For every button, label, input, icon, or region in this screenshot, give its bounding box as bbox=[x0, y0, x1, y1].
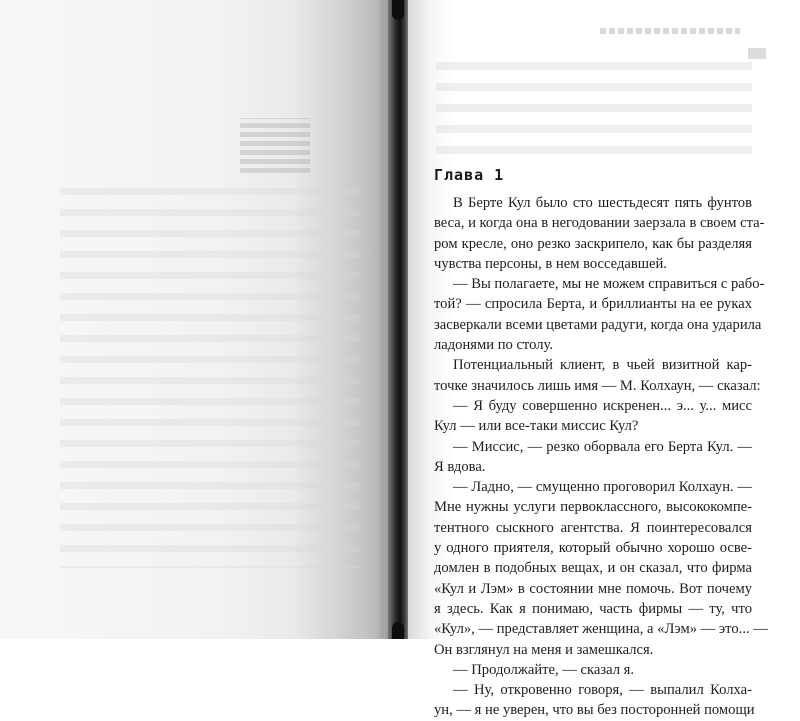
text-line: у одного приятеля, который обычно хорошо осве- bbox=[434, 540, 752, 557]
bleed-through-page-number bbox=[748, 48, 766, 59]
text-line: веса, и когда она в негодовании заерзала в своем ста- bbox=[434, 215, 765, 232]
text-line: Кул — или все-таки миссис Кул? bbox=[434, 418, 639, 435]
spine-bottom-shadow bbox=[392, 622, 404, 639]
text-line: точке значилось лишь имя — М. Колхаун, — сказал: bbox=[434, 377, 761, 394]
text-line: — Ну, откровенно говоря, — выпалил Колха- bbox=[453, 682, 752, 699]
text-line: Потенциальный клиент, в чьей визитной кар- bbox=[453, 357, 752, 374]
text-line: «Кул», — представляет женщина, а «Лэм» — это... — bbox=[434, 621, 768, 638]
text-line: я здесь. Как я понимаю, часть фирмы — ту, что bbox=[434, 600, 752, 617]
text-line: Мне нужны услуги первоклассного, высококомпе- bbox=[434, 499, 752, 516]
text-line: чувства персоны, в нем восседавшей. bbox=[434, 255, 667, 272]
text-line: ром кресле, оно резко заскрипело, как бы разделяя bbox=[434, 235, 752, 252]
book-spine-gutter bbox=[388, 0, 410, 639]
text-line: — Миссис, — резко оборвала его Берта Кул. — bbox=[453, 438, 752, 455]
bleed-through-running-header bbox=[600, 28, 740, 34]
text-line: «Кул и Лэм» в состоянии мне помочь. Вот почему bbox=[434, 580, 752, 597]
chapter-title: Глава 1 bbox=[434, 166, 505, 184]
text-line: домлен в подобных вещах, и он сказал, что фирма bbox=[434, 560, 752, 577]
text-line: — Ладно, — смущенно проговорил Колхаун. — bbox=[453, 479, 752, 496]
text-line: ун, — я не уверен, что вы без посторонней помощи bbox=[434, 702, 755, 719]
text-line: ладонями по столу. bbox=[434, 337, 553, 354]
chapter-body-text bbox=[434, 193, 768, 721]
text-line: той? — спросила Берта, и бриллианты на ее руках bbox=[434, 296, 752, 313]
text-line: В Берте Кул было сто шестьдесят пять фунтов bbox=[453, 195, 752, 211]
left-page bbox=[0, 0, 392, 639]
text-line: тентного сыскного агентства. Я поинтересовался bbox=[434, 519, 752, 536]
text-line: Он взглянул на меня и замешкался. bbox=[434, 641, 654, 658]
text-line: — Продолжайте, — сказал я. bbox=[453, 661, 635, 678]
text-line: засверкали всеми цветами радуги, когда она ударила bbox=[434, 316, 762, 333]
bleed-through-heading bbox=[240, 118, 310, 173]
bleed-through-text bbox=[60, 188, 360, 568]
bleed-through-top-text bbox=[436, 62, 752, 162]
text-line: — Я буду совершенно искренен... э... у... мисс bbox=[453, 397, 752, 414]
spine-top-shadow bbox=[392, 0, 404, 20]
text-line: Я вдова. bbox=[434, 458, 486, 475]
text-line: — Вы полагаете, мы не можем справиться с рабо- bbox=[453, 276, 765, 293]
